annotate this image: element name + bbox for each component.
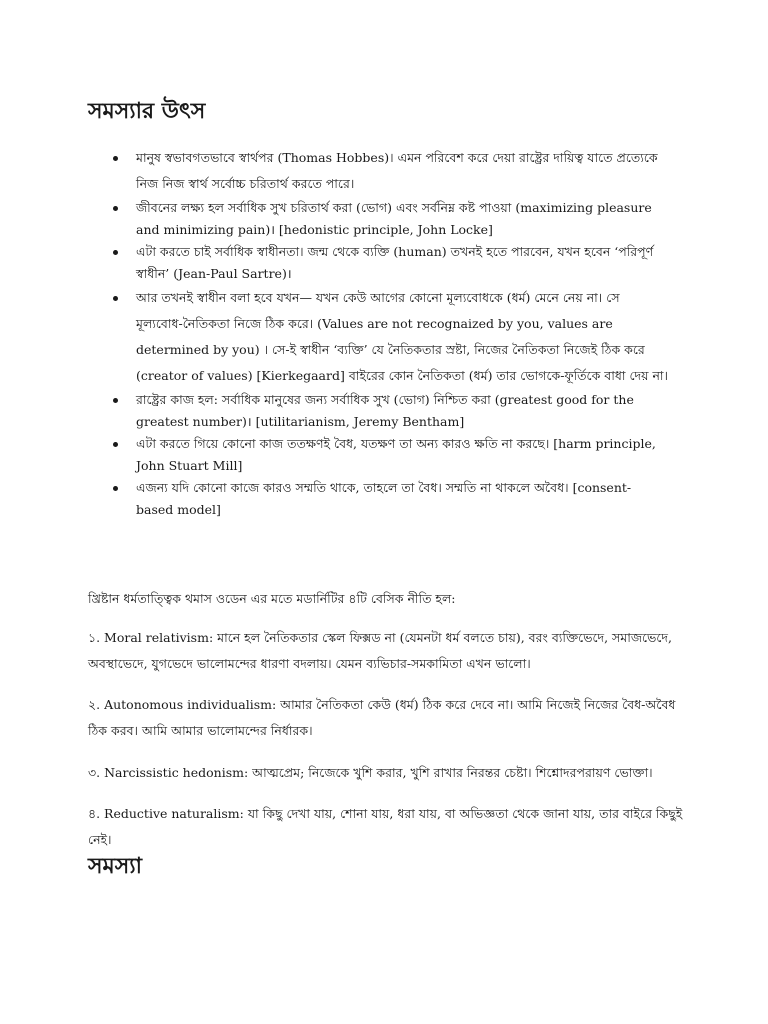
list-item: আর তখনই স্বাধীন বলা হবে যখন— যখন কেউ আগের কোনো মূল্যবোধকে (ধর্ম) মেনে নেয় না। সে মূল্যবোধ-নৈতিকতা নিজে ঠিক করে। (Values are not recognaized by you, values are determined by you) । সে-ই স্বাধীন ‘ব্যক্তি’ যে নৈতিকতার স্রষ্টা, নিজের নৈতিকতা নিজেই ঠিক করে (creator of values) [Kierkegaard] বাইরের কোন নৈতিকতা (ধর্ম) তার ভোগকে-ফূর্তিকে বাধা দেয় না। (108, 285, 668, 389)
list-item: জীবনের লক্ষ্য হল সর্বাধিক সুখ চরিতার্থ করা (ভোগ) এবং সর্বনিম্ন কষ্ট পাওয়া (maximizing pleasure and minimizing pain)। [hedonistic principle, John Locke] (108, 197, 668, 241)
list-item: এটা করতে চাই সর্বাধিক স্বাধীনতা। জন্ম থেকে ব্যক্তি (human) তখনই হতে পারবেন, যখন হবেন ‘পরিপূর্ণ স্বাধীন’ (Jean-Paul Sartre)। (108, 241, 668, 285)
list-item: এটা করতে গিয়ে কোনো কাজ ততক্ষণই বৈধ, যতক্ষণ তা অন্য কারও ক্ষতি না করছে। [harm principle, John Stuart Mill] (108, 433, 668, 477)
bullet-list (108, 145, 668, 521)
principle-paragraph: ১. Moral relativism: মানে হল নৈতিকতার স্কেল ফিক্সড না (যেমনটা ধর্ম বলতে চায়), বরং ব্যক্তিভেদে, সমাজভেদে, অবস্থাভেদে, যুগভেদে ভালোমন্দের ধারণা বদলায়। যেমন ব্যভিচার-সমকামিতা এখন ভালো। (88, 630, 672, 671)
principle-paragraph: ৪. Reductive naturalism: যা কিছু দেখা যায়, শোনা যায়, ধরা যায়, বা অভিজ্ঞতা থেকে জানা যায়, তার বাইরে কিছুই নেই। (88, 806, 683, 847)
principle-paragraph: ৩. Narcissistic hedonism: আত্মপ্রেম; নিজেকে খুশি করার, খুশি রাখার নিরন্তর চেষ্টা। শিশ্নোদরপরায়ণ ভোক্তা। (88, 765, 653, 780)
section-heading-problem: সমস্যা (88, 853, 143, 879)
intro-paragraph: খ্রিষ্টান ধর্মতাত্ত্বিক থমাস ওডেন এর মতে মডার্নিটির ৪টি বেসিক নীতি হল: (88, 591, 456, 606)
principle-paragraph: ২. Autonomous individualism: আমার নৈতিকতা কেউ (ধর্ম) ঠিক করে দেবে না। আমি নিজেই নিজের বৈধ-অবৈধ ঠিক করব। আমি আমার ভালোমন্দের নির্ধারক। (88, 697, 676, 738)
list-item: রাষ্ট্রের কাজ হল: সর্বাধিক মানুষের জন্য সর্বাধিক সুখ (ভোগ) নিশ্চিত করা (greatest good for the greatest number)। [utilitarianism, Jeremy Bentham] (108, 389, 668, 433)
section-heading-source-of-problem: সমস্যার উৎস (88, 98, 206, 124)
list-item: মানুষ স্বভাবগতভাবে স্বার্থপর (Thomas Hobbes)। এমন পরিবেশ করে দেয়া রাষ্ট্রের দায়িত্ব যাতে প্রত্যেকে নিজ নিজ স্বার্থ সর্বোচ্চ চরিতার্থ করতে পারে। (108, 145, 668, 197)
list-item: এজন্য যদি কোনো কাজে কারও সম্মতি থাকে, তাহলে তা বৈধ। সম্মতি না থাকলে অবৈধ। [consent-based model] (108, 477, 668, 521)
